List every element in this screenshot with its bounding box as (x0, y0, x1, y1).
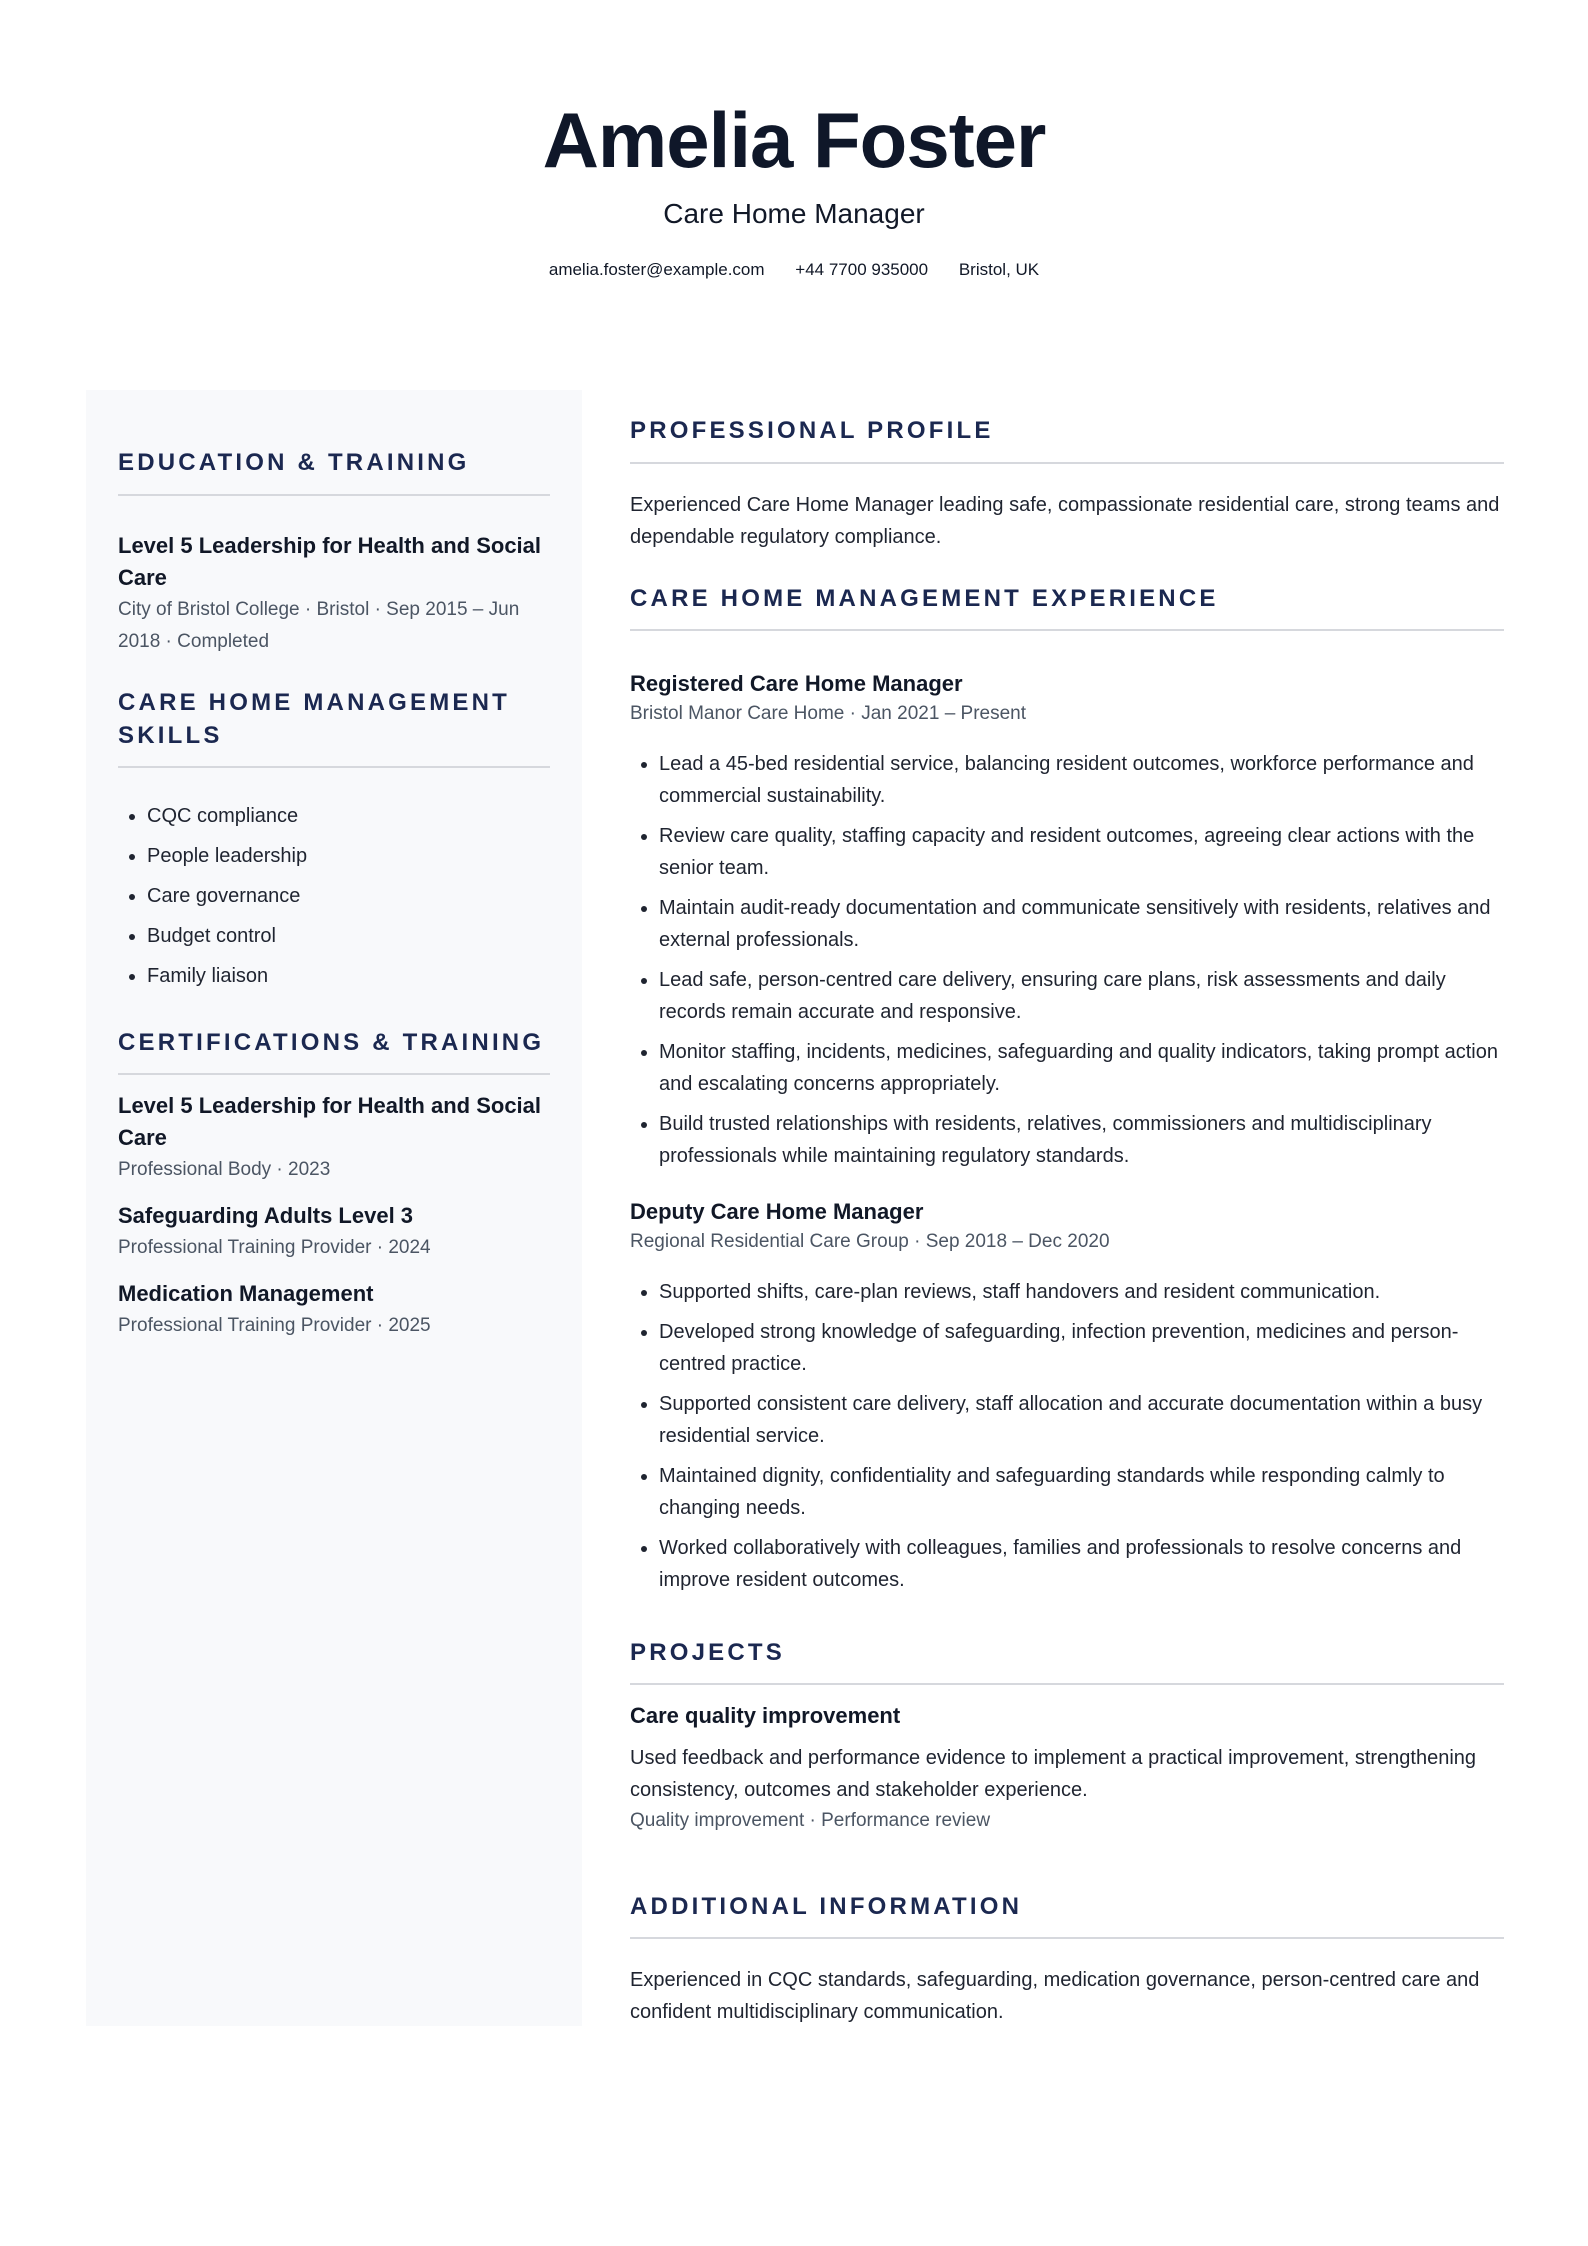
experience-section (630, 582, 1504, 615)
job-bullet: • Maintained dignity, confidentiality and safeguarding standards while responding calmly to changing needs. (659, 1460, 1504, 1524)
certification-item (118, 1090, 550, 1186)
section-heading-additional: ADDITIONAL INFORMATION (630, 1893, 1023, 1920)
skill-item: • Care governance (147, 880, 550, 912)
profile-text: Experienced Care Home Manager leading safe, compassionate residential care, strong teams and dependable regulatory compliance. (630, 494, 1500, 548)
job-entry (630, 668, 1504, 728)
section-heading-certifications: CERTIFICATIONS & TRAINING (118, 1029, 545, 1056)
certification-meta: Professional Training Provider · 2025 (118, 1315, 431, 1336)
job-bullets-wrap (630, 748, 1504, 1172)
job-entry-title: Deputy Care Home Manager (630, 1199, 924, 1224)
certification-meta: Professional Training Provider · 2024 (118, 1237, 431, 1258)
sidebar (86, 390, 582, 2026)
section-heading-projects: PROJECTS (630, 1639, 785, 1666)
divider (118, 1073, 550, 1075)
education-item-title: Level 5 Leadership for Health and Social Care (118, 533, 542, 590)
divider (630, 462, 1504, 464)
job-bullet: • Lead a 45-bed residential service, balancing resident outcomes, workforce performance and commercial sustainability. (659, 748, 1504, 812)
certification-item (118, 1278, 550, 1342)
phone-text[interactable]: +44 7700 935000 (795, 260, 929, 279)
divider (630, 1683, 1504, 1685)
additional-section (630, 1890, 1504, 1923)
job-entry-title: Registered Care Home Manager (630, 671, 963, 696)
job-bullet: • Monitor staffing, incidents, medicines, safeguarding and quality indicators, taking prompt action and escalating concerns appropriately. (659, 1036, 1504, 1100)
job-bullets-wrap (630, 1276, 1504, 1596)
divider (630, 1937, 1504, 1939)
candidate-name: Amelia Foster (542, 96, 1046, 184)
job-bullets (630, 1276, 1504, 1596)
job-bullets (630, 748, 1504, 1172)
certification-title: Medication Management (118, 1281, 374, 1306)
job-bullet: • Developed strong knowledge of safeguarding, infection prevention, medicines and person-centred practice. (659, 1316, 1504, 1380)
certification-item (118, 1200, 550, 1264)
skills-section (118, 686, 550, 752)
job-title: Care Home Manager (663, 198, 925, 229)
job-bullet: • Lead safe, person-centred care delivery, ensuring care plans, risk assessments and daily records remain accurate and responsive. (659, 964, 1504, 1028)
contact-line (0, 258, 1588, 282)
project-item (630, 1700, 1504, 1836)
location-text: Bristol, UK (958, 260, 1040, 279)
section-heading-skills: CARE HOME MANAGEMENT SKILLS (118, 689, 510, 749)
skills-list-wrap (118, 800, 550, 992)
skill-item: • Family liaison (147, 960, 550, 992)
divider (118, 766, 550, 768)
job-bullet: • Review care quality, staffing capacity and resident outcomes, agreeing clear actions with the senior team. (659, 820, 1504, 884)
skill-item: • Budget control (147, 920, 550, 952)
education-item (118, 530, 550, 658)
additional-text: Experienced in CQC standards, safeguarding, medication governance, person-centred care and confident multidisciplinary communication. (630, 1969, 1480, 2023)
divider (118, 494, 550, 496)
project-tags: Quality improvement · Performance review (630, 1810, 991, 1831)
skill-item: • People leadership (147, 840, 550, 872)
job-entry-meta: Regional Residential Care Group · Sep 2018 – Dec 2020 (630, 1231, 1110, 1252)
certification-meta: Professional Body · 2023 (118, 1159, 331, 1180)
certifications-section (118, 1026, 550, 1059)
certification-title: Level 5 Leadership for Health and Social Care (118, 1093, 542, 1150)
project-title: Care quality improvement (630, 1703, 901, 1728)
skill-item: • CQC compliance (147, 800, 550, 832)
job-bullet: • Build trusted relationships with residents, relatives, commissioners and multidisciplinary professionals while maintaining regulatory standards. (659, 1108, 1504, 1172)
section-heading-education: EDUCATION & TRAINING (118, 449, 470, 476)
education-item-meta: City of Bristol College · Bristol · Sep 2015 – Jun 2018 · Completed (118, 599, 520, 652)
job-bullet: • Maintain audit-ready documentation and communicate sensitively with residents, relatives and external professionals. (659, 892, 1504, 956)
education-section (118, 446, 550, 479)
job-entry-meta: Bristol Manor Care Home · Jan 2021 – Present (630, 703, 1027, 724)
profile-section (630, 414, 1504, 447)
email-text[interactable]: amelia.foster@example.com (548, 260, 765, 279)
job-entry (630, 1196, 1504, 1256)
divider (630, 629, 1504, 631)
job-bullet: • Supported consistent care delivery, staff allocation and accurate documentation within a busy residential service. (659, 1388, 1504, 1452)
projects-section (630, 1636, 1504, 1669)
job-bullet: • Worked collaboratively with colleagues, families and professionals to resolve concerns and improve resident outcomes. (659, 1532, 1504, 1596)
certification-title: Safeguarding Adults Level 3 (118, 1203, 414, 1228)
project-description: Used feedback and performance evidence to implement a practical improvement, strengthening consistency, outcomes and stakeholder experience. (630, 1747, 1477, 1801)
section-heading-experience: CARE HOME MANAGEMENT EXPERIENCE (630, 585, 1219, 612)
job-bullet: • Supported shifts, care-plan reviews, staff handovers and resident communication. (659, 1276, 1504, 1308)
skills-list (118, 800, 550, 992)
section-heading-profile: PROFESSIONAL PROFILE (630, 417, 994, 444)
